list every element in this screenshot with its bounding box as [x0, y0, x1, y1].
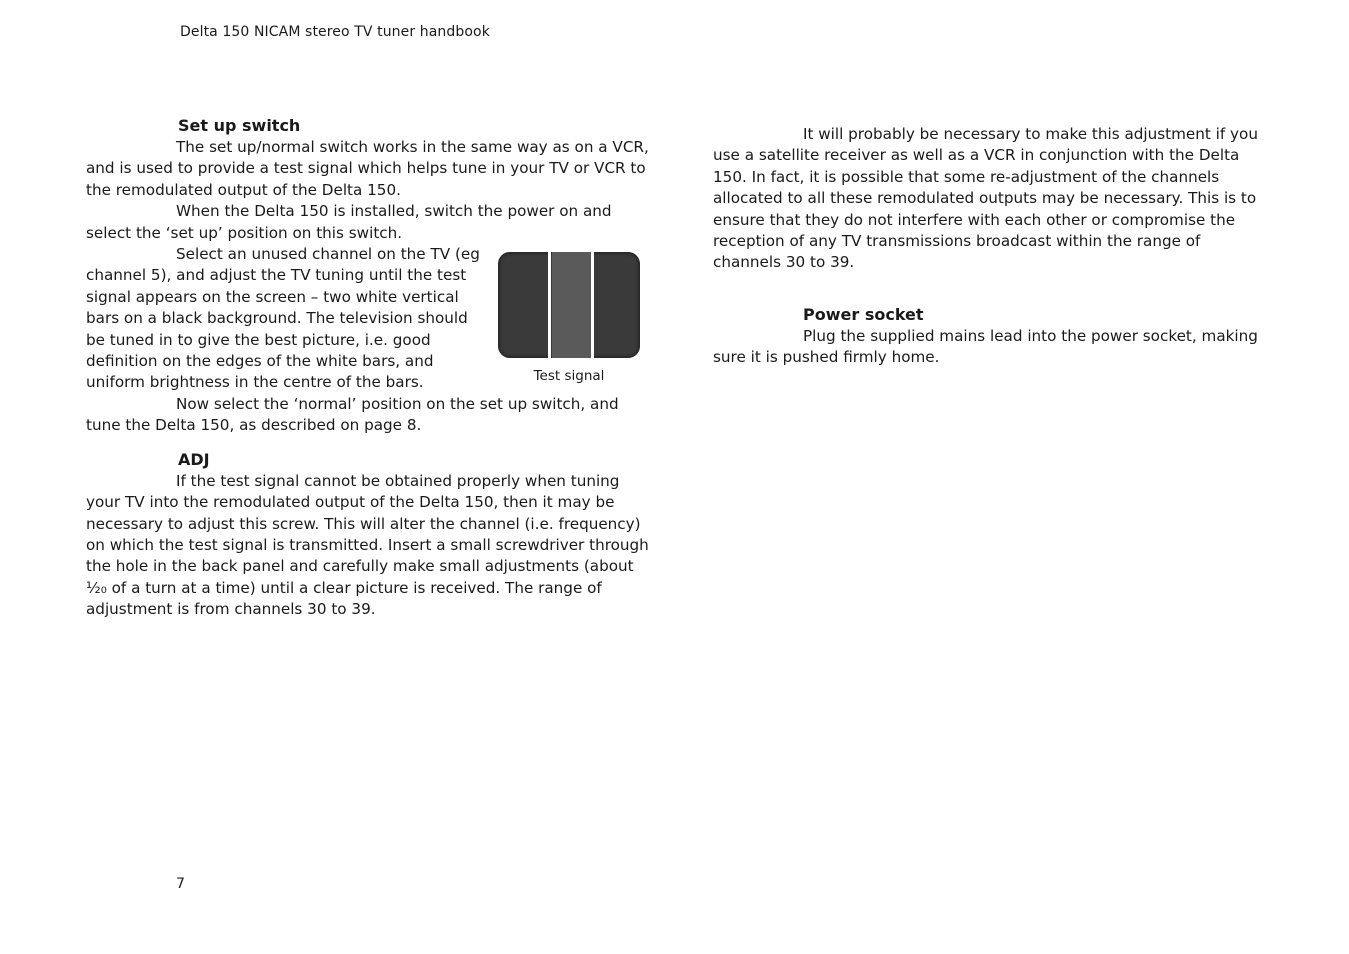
test-signal-figure: [494, 252, 644, 387]
page-number: 7: [176, 876, 185, 892]
adj-paragraph-1: If the test signal cannot be obtained properly when tuning your TV into the remodulated output of the Delta 150, then it may be necessary to adjust this screw. This will alter the channel (i.e. frequency) on which the test signal is transmitted. Insert a small screwdriver through the hole in the back panel and carefully make small adjustments (about ¹⁄₂₀ of a turn at a time) until a clear picture is received. The range of adjustment is from channels 30 to 39.: [86, 471, 649, 619]
adj-heading: ADJ: [178, 449, 210, 469]
white-bar-left: [548, 252, 551, 358]
figure-caption: Test signal: [533, 368, 605, 385]
setup-paragraph-3: Select an unused channel on the TV (eg channel 5), and adjust the TV tuning until the test signal appears on the screen – two white vertical bars on a black background. The television should be tuned in to give the best picture, i.e. good definition on the edges of the white bars, and uniform brightness in the centre of the bars.: [86, 245, 480, 392]
white-bar-right: [591, 252, 594, 358]
power-paragraph-1: Plug the supplied mains lead into the power socket, making sure it is pushed firmly home.: [713, 326, 1258, 367]
screen-center-bar: [552, 252, 592, 358]
left-column: [86, 115, 652, 621]
test-signal-image: [498, 252, 640, 358]
setup-paragraph-1: The set up/normal switch works in the same way as on a VCR, and is used to provide a test signal which helps tune in your TV or VCR to the remodulated output of the Delta 150.: [86, 138, 649, 199]
setup-paragraph-2: When the Delta 150 is installed, switch the power on and select the ‘set up’ position on this switch.: [86, 202, 612, 242]
running-header: Delta 150 NICAM stereo TV tuner handbook: [180, 24, 490, 40]
right-column: [713, 124, 1273, 369]
power-socket-heading: Power socket: [803, 304, 924, 324]
setup-figure-block: [86, 244, 652, 394]
setup-switch-heading: Set up switch: [178, 116, 301, 135]
adj-paragraph-2: It will probably be necessary to make this adjustment if you use a satellite receiver as well as a VCR in conjunction with the Delta 150. In fact, it is possible that some re-adjustment of the channels allocated to all these remodulated outputs may be necessary. This is to ensure that they do not interfere with each other or compromise the reception of any TV transmissions broadcast within the range of channels 30 to 39.: [713, 125, 1258, 272]
setup-paragraph-4: Now select the ‘normal’ position on the set up switch, and tune the Delta 150, as described on page 8.: [86, 394, 619, 435]
